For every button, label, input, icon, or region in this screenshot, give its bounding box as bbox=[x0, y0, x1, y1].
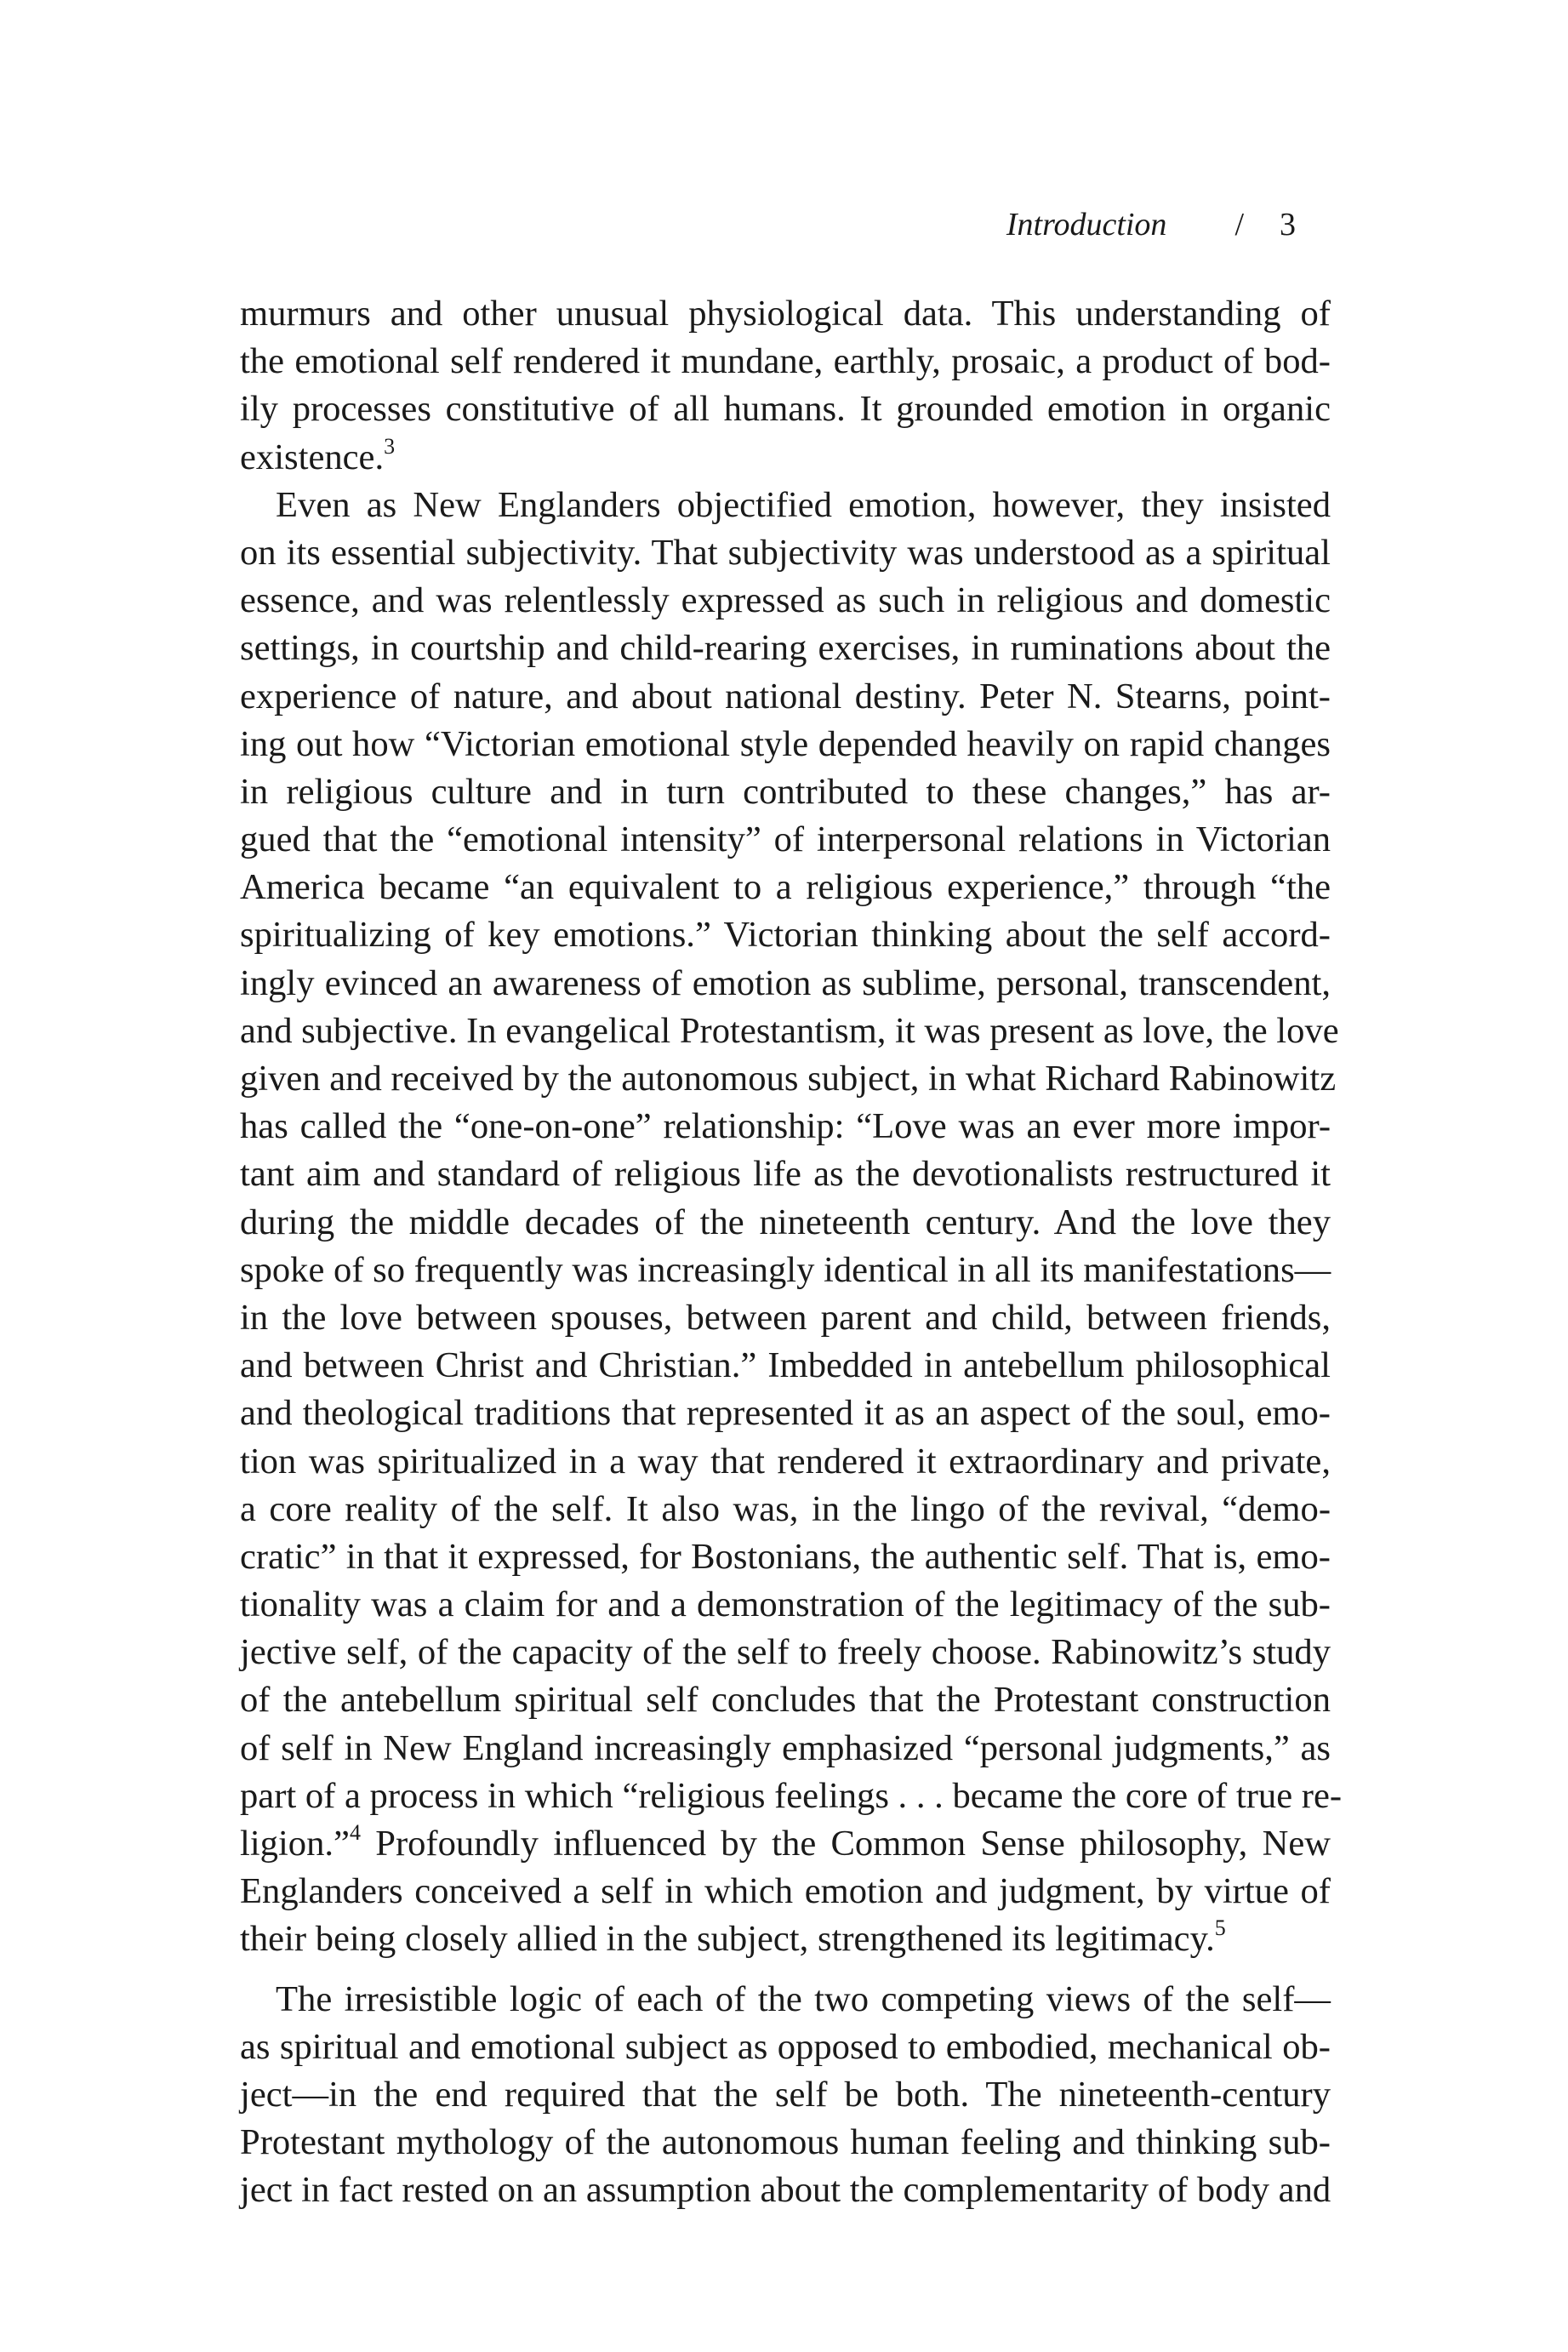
text-line-content: existence. bbox=[240, 437, 385, 477]
body-text bbox=[240, 290, 1343, 2215]
text-line: as spiritual and emotional subject as opposed to embodied, mechanical ob- bbox=[240, 2026, 1331, 2067]
text-line: essence, and was relentlessly expressed as such in religious and domestic bbox=[240, 580, 1331, 621]
text-line: ject in fact rested on an assumption about the complementarity of body and bbox=[240, 2170, 1331, 2211]
running-head bbox=[1006, 204, 1296, 245]
text-line: given and received by the autonomous subject, in what Richard Rabinowitz bbox=[240, 1059, 1337, 1099]
text-line: tion was spiritualized in a way that rendered it extraordinary and private, bbox=[240, 1441, 1331, 1481]
paragraph-gap bbox=[240, 1964, 1331, 1976]
running-head-title: Introduction bbox=[1006, 207, 1167, 243]
text-line: experience of nature, and about national destiny. Peter N. Stearns, point- bbox=[240, 676, 1331, 716]
text-line: has called the “one-on-one” relationship: “Love was an ever more impor- bbox=[240, 1106, 1331, 1147]
text-line: Englanders conceived a self in which emotion and judgment, by virtue of bbox=[240, 1871, 1331, 1912]
text-line: spiritualizing of key emotions.” Victorian thinking about the self accord- bbox=[240, 915, 1331, 956]
text-line: cratic” in that it expressed, for Bostonians, the authentic self. That is, emo- bbox=[240, 1536, 1331, 1577]
text-line: jective self, of the capacity of the self to freely choose. Rabinowitz’s study bbox=[240, 1632, 1331, 1673]
text-line-content: ligion.” bbox=[240, 1824, 350, 1864]
text-line: spoke of so frequently was increasingly identical in all its manifestations— bbox=[240, 1249, 1331, 1290]
paragraph-2 bbox=[240, 482, 1343, 1964]
page-number: 3 bbox=[1280, 207, 1296, 243]
text-line: settings, in courtship and child-rearing exercises, in ruminations about the bbox=[240, 628, 1331, 669]
text-line: and subjective. In evangelical Protestantism, it was present as love, the love bbox=[240, 1010, 1339, 1051]
text-line: ily processes constitutive of all humans. It grounded emotion in organic bbox=[240, 389, 1331, 430]
text-line: and between Christ and Christian.” Imbedded in antebellum philosophical bbox=[240, 1345, 1331, 1386]
text-line: ing out how “Victorian emotional style depended heavily on rapid changes bbox=[240, 723, 1331, 764]
text-line: tionality was a claim for and a demonstration of the legitimacy of the sub- bbox=[240, 1584, 1331, 1625]
text-line: Protestant mythology of the autonomous human feeling and thinking sub- bbox=[240, 2122, 1331, 2163]
text-line-content: their being closely allied in the subject, strengthened its legitimacy. bbox=[240, 1919, 1215, 1960]
text-line: gued that the “emotional intensity” of interpersonal relations in Victorian bbox=[240, 819, 1331, 860]
text-line: tant aim and standard of religious life as the devotionalists restructured it bbox=[240, 1154, 1331, 1195]
running-head-separator: / bbox=[1234, 207, 1244, 243]
text-line-content: Profoundly influenced by the Common Sense philosophy, New bbox=[360, 1824, 1331, 1864]
text-line: in religious culture and in turn contributed to these changes,” has ar- bbox=[240, 771, 1331, 812]
paragraph-3 bbox=[240, 1976, 1331, 2215]
text-line: The irresistible logic of each of the two competing views of the self— bbox=[276, 1978, 1331, 2019]
text-line: a core reality of the self. It also was, in the lingo of the revival, “demo- bbox=[240, 1488, 1331, 1529]
text-line: and theological traditions that represented it as an aspect of the soul, emo- bbox=[240, 1393, 1331, 1434]
text-line bbox=[240, 1820, 1331, 1868]
text-line: the emotional self rendered it mundane, earthly, prosaic, a product of bod- bbox=[240, 341, 1331, 382]
footnote-ref-3: 3 bbox=[384, 433, 396, 459]
text-line bbox=[240, 1915, 1331, 1963]
text-line: part of a process in which “religious feelings . . . became the core of true re- bbox=[240, 1775, 1343, 1816]
footnote-ref-5: 5 bbox=[1214, 1915, 1226, 1941]
text-line: murmurs and other unusual physiological data. This understanding of bbox=[240, 294, 1331, 334]
text-line: in the love between spouses, between parent and child, between friends, bbox=[240, 1297, 1331, 1338]
paragraph-1 bbox=[240, 290, 1331, 482]
text-line: of the antebellum spiritual self concludes that the Protestant construction bbox=[240, 1680, 1331, 1721]
text-line bbox=[240, 434, 1331, 482]
text-line: ingly evinced an awareness of emotion as sublime, personal, transcendent, bbox=[240, 962, 1331, 1003]
text-line: during the middle decades of the nineteenth century. And the love they bbox=[240, 1202, 1331, 1242]
text-line: Even as New Englanders objectified emotion, however, they insisted bbox=[276, 484, 1331, 525]
text-line: on its essential subjectivity. That subjectivity was understood as a spiritual bbox=[240, 532, 1331, 573]
footnote-ref-4: 4 bbox=[349, 1819, 361, 1845]
text-line: ject—in the end required that the self be both. The nineteenth-century bbox=[240, 2074, 1331, 2115]
text-line: of self in New England increasingly emphasized “personal judgments,” as bbox=[240, 1727, 1331, 1768]
text-line: America became “an equivalent to a religious experience,” through “the bbox=[240, 867, 1331, 908]
